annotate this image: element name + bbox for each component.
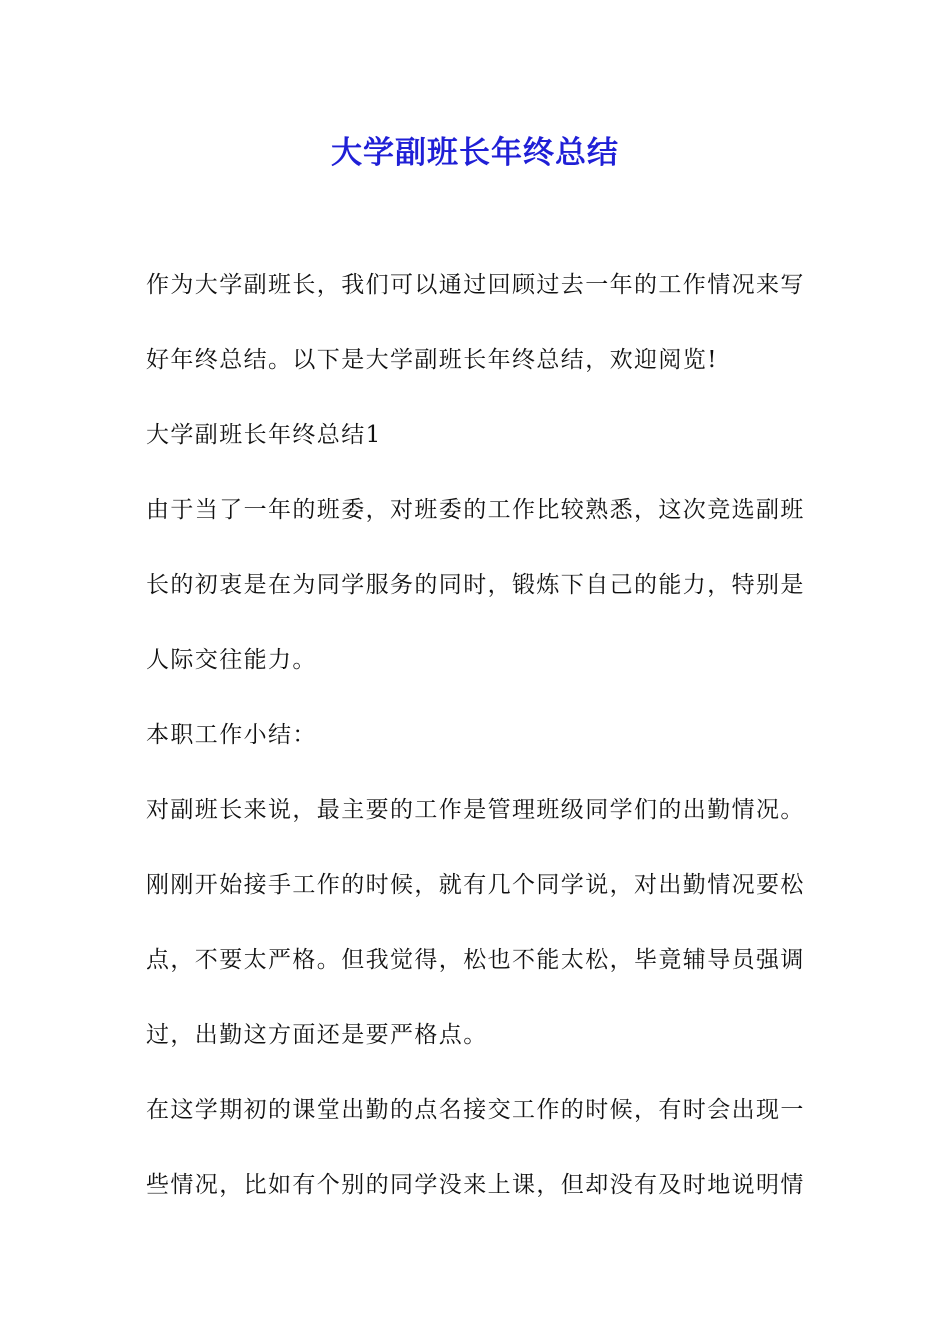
- section-heading: 大学副班长年终总结1: [146, 422, 382, 448]
- subsection-heading: 本职工作小结：: [146, 722, 317, 748]
- body-line: 长的初衷是在为同学服务的同时，锻炼下自己的能力，特别是: [146, 572, 805, 598]
- body-line: 人际交往能力。: [146, 647, 317, 673]
- document-title: 大学副班长年终总结: [331, 135, 619, 171]
- body-line: 些情况，比如有个别的同学没来上课，但却没有及时地说明情: [146, 1172, 805, 1198]
- body-line: 过，出勤这方面还是要严格点。: [146, 1022, 488, 1048]
- body-line: 作为大学副班长，我们可以通过回顾过去一年的工作情况来写: [146, 272, 805, 298]
- body-line: 对副班长来说，最主要的工作是管理班级同学们的出勤情况。: [146, 797, 805, 823]
- body-line: 刚刚开始接手工作的时候，就有几个同学说，对出勤情况要松: [146, 872, 805, 898]
- document-body: [146, 262, 811, 1237]
- body-line: 好年终总结。以下是大学副班长年终总结，欢迎阅览!: [146, 347, 718, 373]
- body-line: 由于当了一年的班委，对班委的工作比较熟悉，这次竞选副班: [146, 497, 805, 523]
- body-line: 点，不要太严格。但我觉得，松也不能太松，毕竟辅导员强调: [146, 947, 805, 973]
- body-line: 在这学期初的课堂出勤的点名接交工作的时候，有时会出现一: [146, 1097, 805, 1123]
